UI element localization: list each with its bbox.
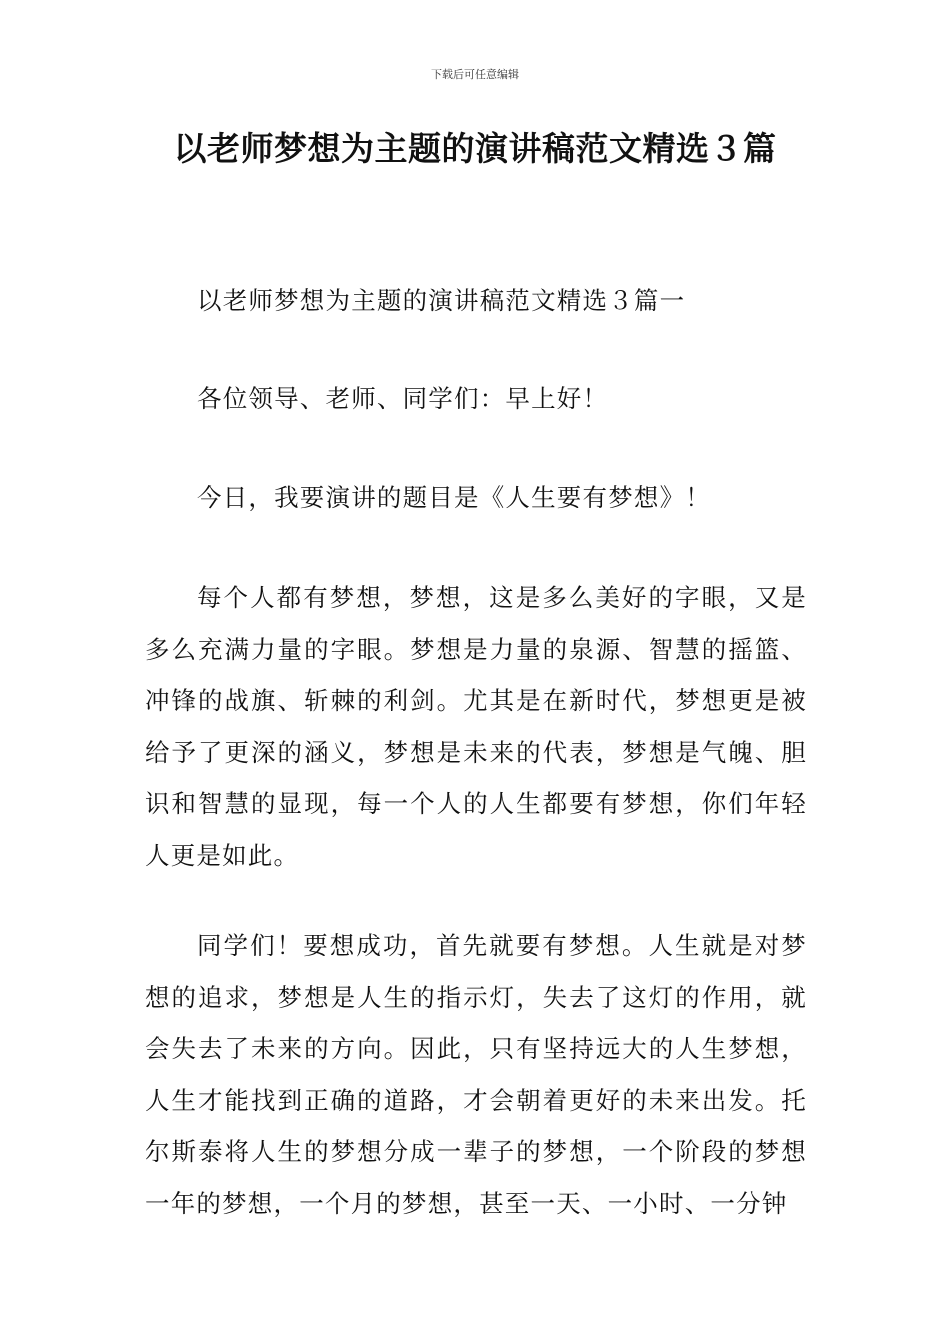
body-paragraph: 同学们！要想成功，首先就要有梦想。人生就是对梦想的追求，梦想是人生的指示灯，失去了这灯的作用，就会失去了未来的方向。因此，只有坚持远大的人生梦想，人生才能找到正确的道路，才会朝着更好的未来出发。托尔斯泰将人生的梦想分成一辈子的梦想，一个阶段的梦想一年的梦想，一个月的梦想，甚至一天、一小时、一分钟: [145, 931, 807, 1218]
body-paragraph: 每个人都有梦想，梦想，这是多么美好的字眼，又是多么充满力量的字眼。梦想是力量的泉源、智慧的摇篮、冲锋的战旗、斩棘的利剑。尤其是在新时代，梦想更是被给予了更深的涵义，梦想是未来的代表，梦想是气魄、胆识和智慧的显现，每一个人的人生都要有梦想，你们年轻人更是如此。: [145, 583, 807, 870]
topic-paragraph: 今日，我要演讲的题目是《人生要有梦想》！: [197, 483, 711, 512]
document-title: 以老师梦想为主题的演讲稿范文精选３篇: [173, 129, 777, 168]
header-note: 下载后可任意编辑: [431, 68, 519, 81]
greeting-paragraph: 各位领导、老师、同学们：早上好！: [197, 384, 609, 413]
section-heading: 以老师梦想为主题的演讲稿范文精选３篇一: [197, 286, 686, 315]
